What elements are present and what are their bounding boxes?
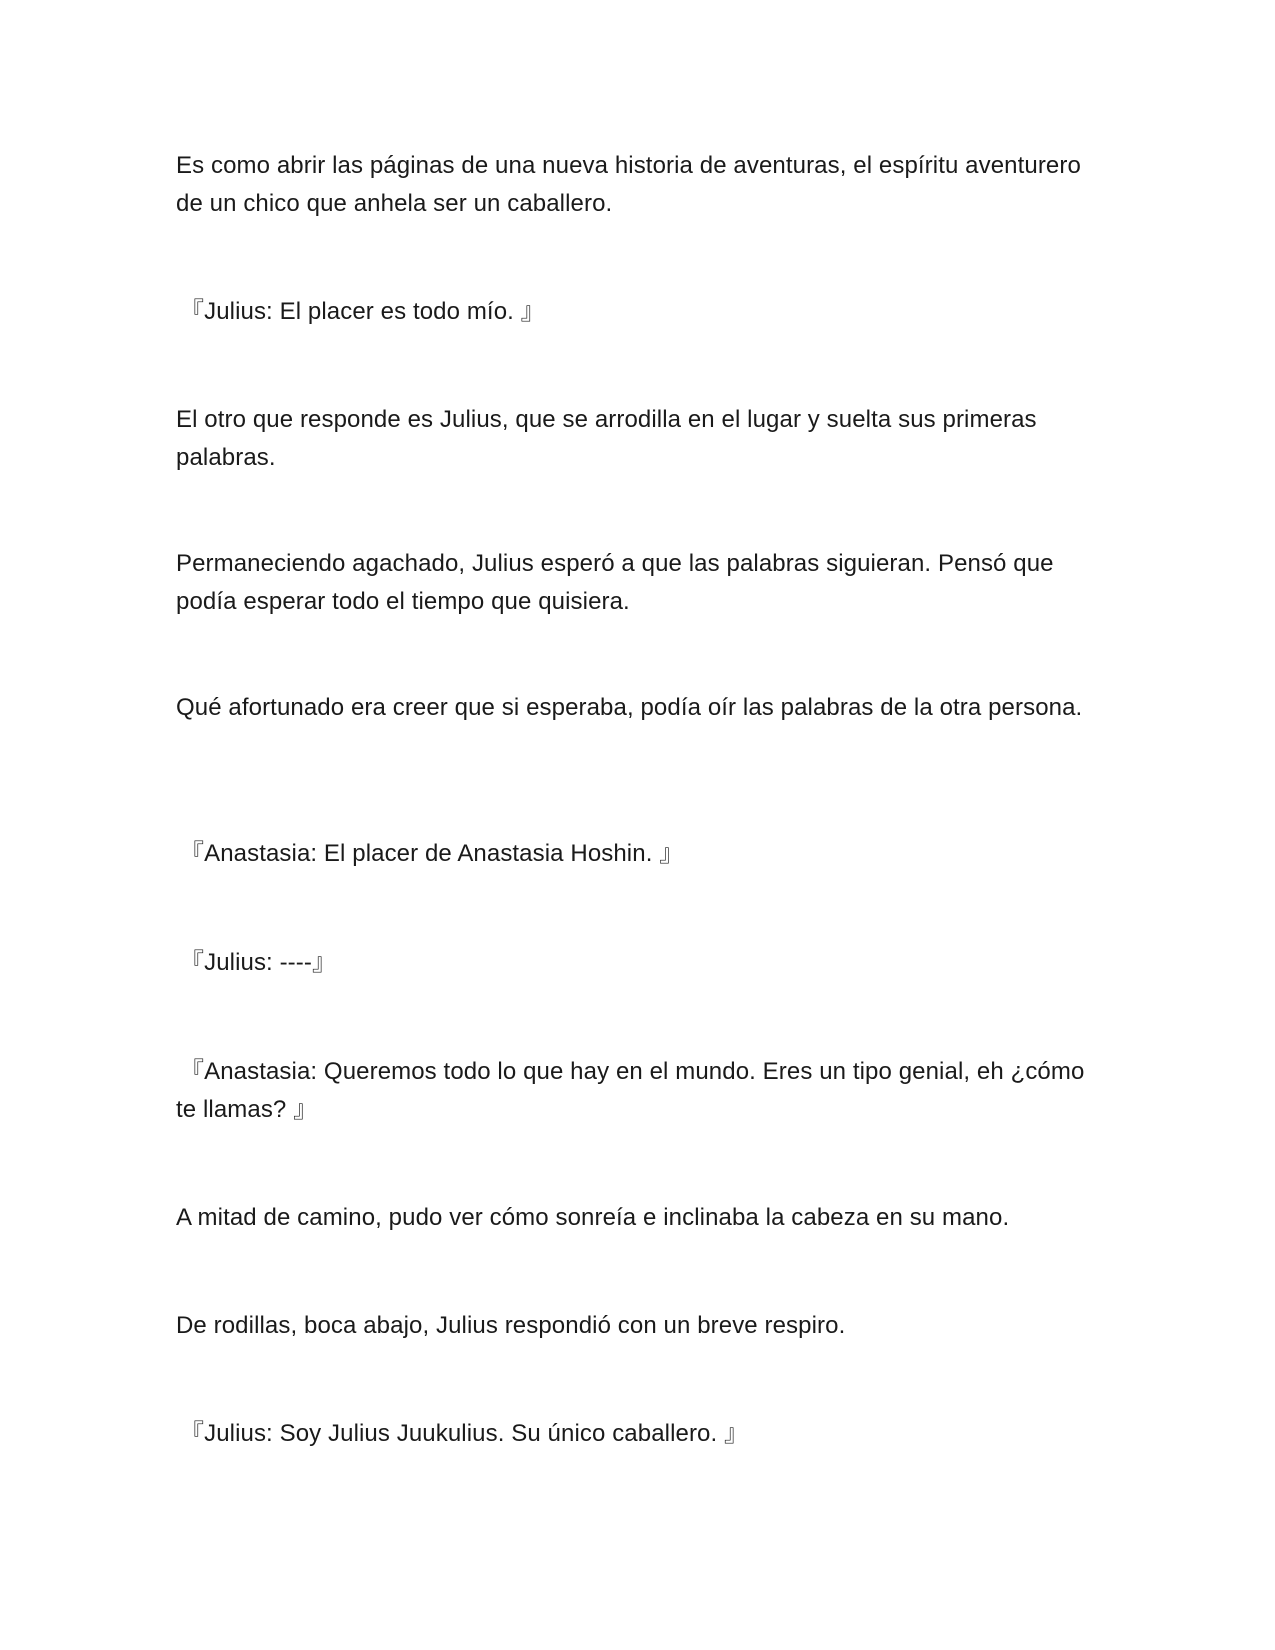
paragraph-narration-4: Qué afortunado era creer que si esperaba, podía oír las palabras de la otra persona. (176, 694, 1083, 721)
dialogue-julius-2: 『Julius: ----』 (180, 949, 337, 976)
dialogue-anastasia-2: 『Anastasia: Queremos todo lo que hay en el mundo. Eres un tipo genial, eh ¿cómo te llamas? 』 (176, 1058, 1085, 1123)
dialogue-anastasia-1: 『Anastasia: El placer de Anastasia Hoshin. 』 (180, 840, 684, 867)
paragraph-narration-2: El otro que responde es Julius, que se arrodilla en el lugar y suelta sus primeras palabras. (176, 406, 1037, 471)
paragraph-narration-3: Permaneciendo agachado, Julius esperó a que las palabras siguieran. Pensó que podía esperar todo el tiempo que quisiera. (176, 550, 1054, 615)
paragraph-narration-6: De rodillas, boca abajo, Julius respondió con un breve respiro. (176, 1312, 846, 1339)
paragraph-narration-1: Es como abrir las páginas de una nueva historia de aventuras, el espíritu aventurero de un chico que anhela ser un caballero. (176, 152, 1081, 217)
dialogue-julius-1: 『Julius: El placer es todo mío. 』 (180, 298, 545, 325)
dialogue-julius-3: 『Julius: Soy Julius Juukulius. Su único caballero. 』 (180, 1420, 749, 1447)
paragraph-narration-5: A mitad de camino, pudo ver cómo sonreía e inclinaba la cabeza en su mano. (176, 1204, 1010, 1231)
